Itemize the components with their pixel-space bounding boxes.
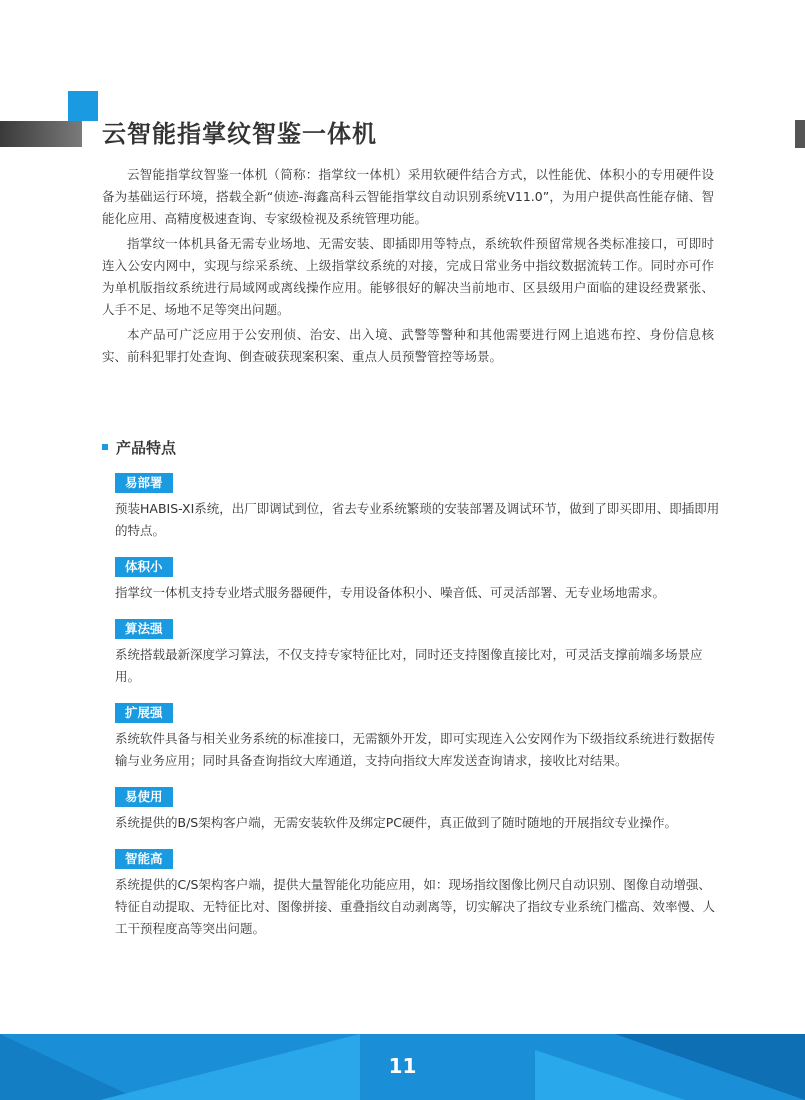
feature-item: [115, 618, 720, 688]
feature-description: 预装HABIS-XI系统，出厂即调试到位，省去专业系统繁琐的安装部署及调试环节，做到了即买即用、即插即用的特点。: [115, 501, 720, 538]
intro-paragraph: 云智能指掌纹智鉴一体机（简称：指掌纹一体机）采用软硬件结合方式，以性能优、体积小的专用硬件设备为基础运行环境，搭载全新“侦迹-海鑫高科云智能指掌纹自动识别系统V11.0”，为用户提供高性能存储、智能化应用、高精度极速查询、专家级检视及系统管理功能。: [102, 167, 714, 226]
feature-tag: 算法强: [115, 619, 173, 639]
intro-paragraph: 本产品可广泛应用于公安刑侦、治安、出入境、武警等警种和其他需要进行网上追逃布控、身份信息核实、前科犯罪打处查询、倒查破获现案积案、重点人员预警管控等场景。: [102, 327, 714, 364]
feature-tag: 扩展强: [115, 703, 173, 723]
feature-description: 系统提供的B/S架构客户端，无需安装软件及绑定PC硬件，真正做到了随时随地的开展指纹专业操作。: [115, 815, 677, 830]
feature-tag: 易部署: [115, 473, 173, 493]
feature-list: [115, 472, 720, 954]
feature-item: [115, 702, 720, 772]
feature-description: 系统软件具备与相关业务系统的标准接口，无需额外开发，即可实现连入公安网作为下级指纹系统进行数据传输与业务应用；同时具备查询指纹大库通道，支持向指纹大库发送查询请求，接收比对结果。: [115, 731, 716, 768]
section-heading: [102, 437, 176, 458]
header-decor-bar-left: [0, 121, 82, 147]
feature-description: 系统搭载最新深度学习算法，不仅支持专家特征比对，同时还支持图像直接比对，可灵活支撑前端多场景应用。: [115, 647, 703, 684]
intro-section: [102, 164, 714, 371]
feature-item: [115, 786, 720, 834]
feature-description: 指掌纹一体机支持专业塔式服务器硬件，专用设备体积小、噪音低、可灵活部署、无专业场地需求。: [115, 585, 666, 600]
feature-tag: 体积小: [115, 557, 173, 577]
feature-item: [115, 848, 720, 940]
feature-description: 系统提供的C/S架构客户端，提供大量智能化功能应用，如：现场指纹图像比例尺自动识别、图像自动增强、特征自动提取、无特征比对、图像拼接、重叠指纹自动剥离等，切实解决了指纹专业系统门槛高、效率慢、人工干预程度高等突出问题。: [115, 877, 716, 936]
footer-band: [0, 1034, 805, 1100]
header-decor-square: [68, 91, 98, 121]
feature-tag: 智能高: [115, 849, 173, 869]
feature-tag: 易使用: [115, 787, 173, 807]
page-number: 11: [388, 1054, 417, 1078]
header-decor-bar-right: [795, 120, 805, 148]
intro-paragraph: 指掌纹一体机具备无需专业场地、无需安装、即插即用等特点，系统软件预留常规各类标准接口，可即时连入公安内网中，实现与综采系统、上级指掌纹系统的对接，完成日常业务中指纹数据流转工作。同时亦可作为单机版指纹系统进行局域网或离线操作应用。能够很好的解决当前地市、区县级用户面临的建设经费紧张、人手不足、场地不足等突出问题。: [102, 236, 714, 317]
square-bullet-icon: [102, 444, 108, 450]
section-heading-label: 产品特点: [116, 439, 177, 457]
page-title: 云智能指掌纹智鉴一体机: [102, 120, 377, 148]
feature-item: [115, 472, 720, 542]
feature-item: [115, 556, 720, 604]
